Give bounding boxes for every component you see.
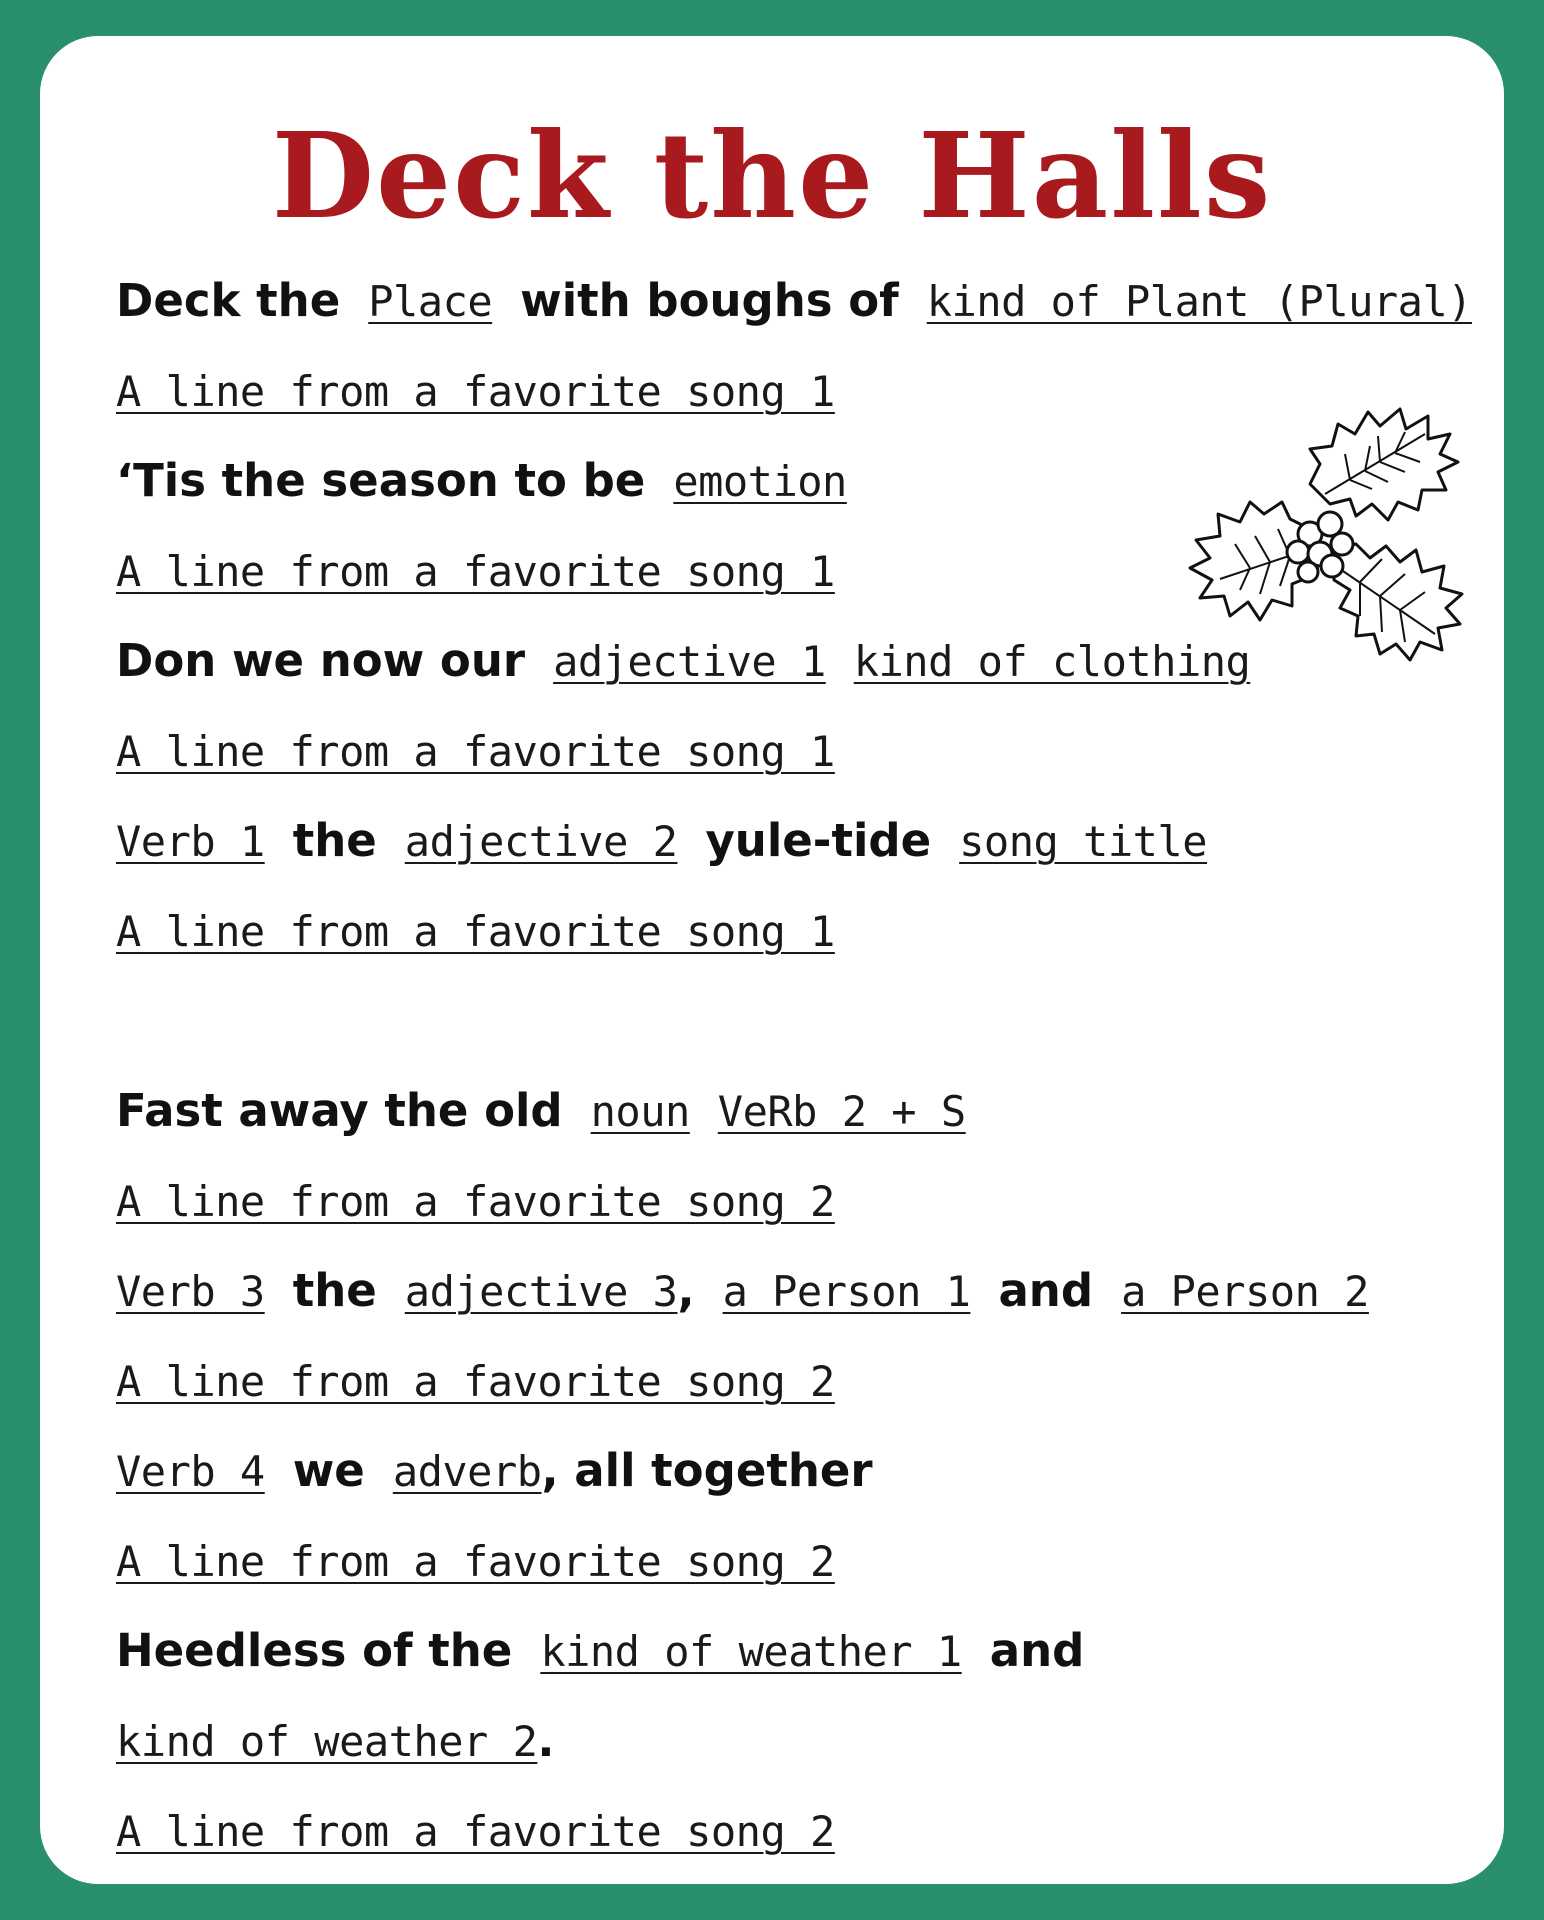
- blank-song-line-2: A line from a favorite song 2: [116, 1537, 835, 1586]
- verse-line-17: [116, 1786, 1476, 1876]
- blank-clothing: kind of clothing: [853, 637, 1251, 686]
- lyric-text: Heedless of the: [116, 1624, 513, 1677]
- blank-song-line-2: A line from a favorite song 2: [116, 1177, 835, 1226]
- blank-weather-2: kind of weather 2: [116, 1717, 538, 1766]
- verse-line-9: [116, 1066, 1476, 1156]
- lyric-text: the: [292, 814, 377, 867]
- blank-weather-1: kind of weather 1: [540, 1627, 962, 1676]
- madlib-card: [40, 36, 1504, 1884]
- blank-song-line-1: A line from a favorite song 1: [116, 727, 835, 776]
- verse-gap: [116, 976, 1476, 1066]
- blank-song-line-1: A line from a favorite song 1: [116, 907, 835, 956]
- blank-song-line-1: A line from a favorite song 1: [116, 547, 835, 596]
- verse-line-13: [116, 1426, 1476, 1516]
- lyric-text: Don we now our: [116, 634, 526, 687]
- verse-line-7: [116, 796, 1476, 886]
- verse-line-11: [116, 1246, 1476, 1336]
- lyric-text: yule-tide: [705, 814, 932, 867]
- lyric-text: and: [998, 1264, 1094, 1317]
- lyric-text: with boughs of: [520, 274, 899, 327]
- blank-adjective-1: adjective 1: [553, 637, 826, 686]
- lyric-text: Fast away the old: [116, 1084, 563, 1137]
- blank-verb-1: Verb 1: [116, 817, 265, 866]
- lyric-text: and: [989, 1624, 1085, 1677]
- blank-verb-3: Verb 3: [116, 1267, 265, 1316]
- lyric-text: ‘Tis the season to be: [116, 454, 646, 507]
- blank-adverb: adverb: [392, 1447, 542, 1496]
- blank-plant: kind of Plant (Plural): [926, 277, 1473, 326]
- verse-line-5: [116, 616, 1476, 706]
- madlib-text: [116, 256, 1476, 1876]
- blank-adjective-2: adjective 2: [404, 817, 678, 866]
- lyric-text: ,: [677, 1264, 695, 1317]
- verse-line-6: [116, 706, 1476, 796]
- blank-person-1: a Person 1: [722, 1267, 971, 1316]
- blank-verb-2: VeRb 2 + S: [717, 1087, 966, 1136]
- verse-line-8: [116, 886, 1476, 976]
- verse-line-2: [116, 346, 1476, 436]
- lyric-text: the: [292, 1264, 377, 1317]
- blank-place: Place: [368, 277, 493, 326]
- blank-song-title: song title: [959, 817, 1207, 866]
- lyric-text: Deck the: [116, 274, 341, 327]
- page-title: Deck the Halls: [271, 106, 1273, 245]
- lyric-text: .: [537, 1714, 555, 1767]
- blank-song-line-2: A line from a favorite song 2: [116, 1357, 835, 1406]
- verse-line-10: [116, 1156, 1476, 1246]
- lyric-text: we: [292, 1444, 365, 1497]
- verse-line-3: [116, 436, 1476, 526]
- verse-line-1: [116, 256, 1476, 346]
- blank-noun: noun: [590, 1087, 690, 1136]
- blank-song-line-2: A line from a favorite song 2: [116, 1807, 835, 1856]
- blank-adjective-3: adjective 3: [404, 1267, 678, 1316]
- verse-line-16: [116, 1696, 1476, 1786]
- verse-line-12: [116, 1336, 1476, 1426]
- verse-line-14: [116, 1516, 1476, 1606]
- lyric-text: , all together: [541, 1444, 873, 1497]
- verse-line-15: [116, 1606, 1476, 1696]
- blank-emotion: emotion: [673, 457, 847, 506]
- blank-verb-4: Verb 4: [116, 1447, 265, 1496]
- blank-song-line-1: A line from a favorite song 1: [116, 367, 835, 416]
- verse-line-4: [116, 526, 1476, 616]
- blank-person-2: a Person 2: [1121, 1267, 1369, 1316]
